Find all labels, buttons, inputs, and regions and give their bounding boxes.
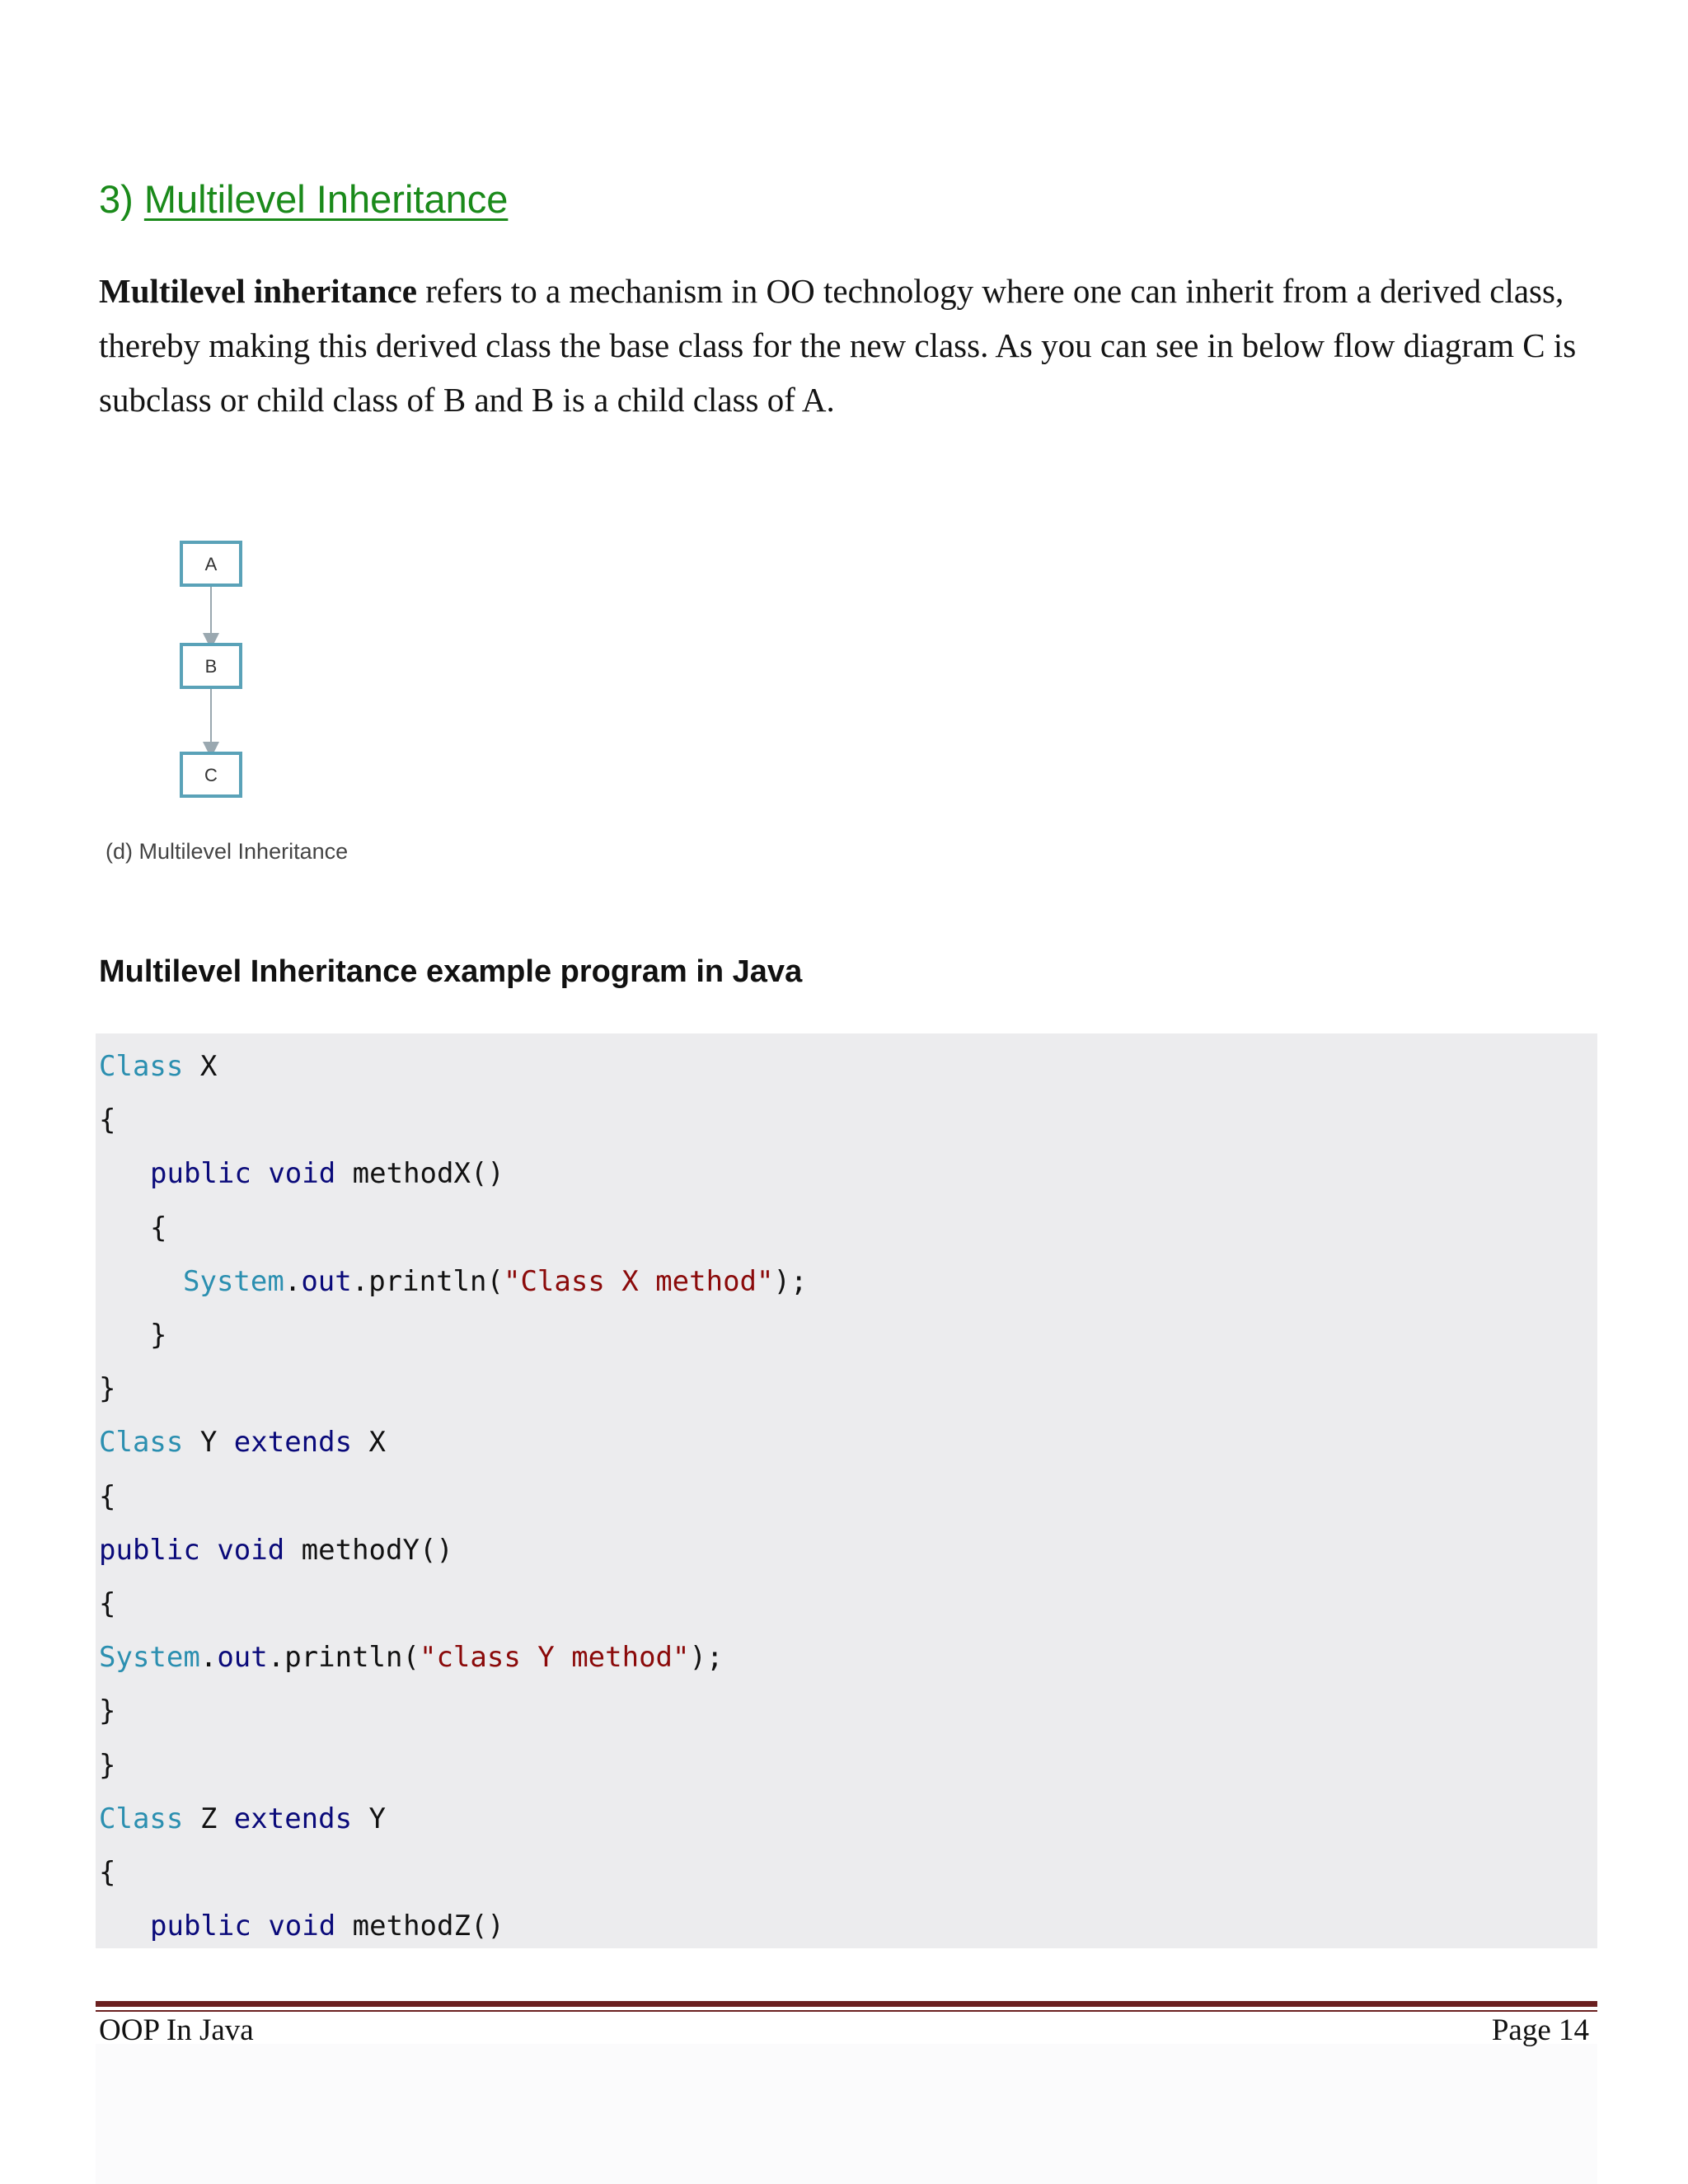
footer-rule	[96, 2001, 1597, 2007]
page-bottom-shade	[96, 2044, 1597, 2184]
diagram-box-b-label: B	[204, 656, 218, 677]
code-token: extends	[233, 1802, 353, 1835]
code-token: }	[99, 1372, 116, 1406]
code-line	[150, 1319, 166, 1352]
code-token: {	[99, 1856, 116, 1889]
intro-paragraph	[99, 264, 1591, 427]
code-token: .	[284, 1264, 302, 1298]
code-token: Z	[183, 1802, 234, 1835]
section-title: Multilevel Inheritance	[143, 177, 509, 221]
example-heading: Multilevel Inheritance example program in Java	[99, 954, 803, 989]
code-line	[99, 1426, 386, 1459]
code-token: Class	[99, 1050, 184, 1083]
code-token: {	[99, 1587, 116, 1620]
code-line	[99, 1856, 115, 1889]
code-token	[251, 1910, 268, 1943]
code-line	[99, 1694, 115, 1727]
code-line	[99, 1050, 217, 1083]
code-line	[183, 1265, 807, 1298]
code-token: void	[268, 1157, 336, 1191]
code-token: }	[150, 1319, 167, 1352]
code-line	[99, 1372, 115, 1405]
code-token: .println(	[267, 1641, 420, 1675]
footer-page-number: Page 14	[1491, 2013, 1589, 2047]
code-token: methodZ()	[335, 1910, 504, 1943]
code-token: void	[268, 1910, 336, 1943]
code-token: System	[183, 1264, 284, 1298]
code-token: );	[689, 1641, 724, 1675]
intro-lead: Multilevel inheritance	[99, 272, 417, 310]
footer-rule-thin	[96, 2010, 1597, 2012]
inheritance-diagram-svg	[91, 527, 420, 841]
code-token: "Class X method"	[503, 1264, 774, 1298]
code-token: );	[773, 1264, 808, 1298]
section-heading	[99, 176, 508, 222]
code-line	[150, 1910, 504, 1943]
code-token: Class	[99, 1426, 184, 1460]
code-line	[99, 1641, 723, 1674]
code-line	[150, 1212, 166, 1244]
code-token: "class Y method"	[419, 1641, 690, 1675]
diagram-box-a-label: A	[204, 554, 218, 574]
code-line	[150, 1157, 504, 1190]
code-line	[99, 1480, 115, 1513]
code-token: }	[99, 1694, 116, 1728]
code-line	[99, 1802, 386, 1835]
code-token: out	[217, 1641, 268, 1675]
code-token	[200, 1534, 217, 1567]
code-token: Class	[99, 1802, 184, 1835]
code-token: {	[99, 1104, 116, 1137]
code-token: Y	[352, 1802, 387, 1835]
code-token: public	[150, 1157, 251, 1191]
code-line	[99, 1104, 115, 1137]
code-token: methodY()	[284, 1533, 453, 1567]
code-token: methodX()	[335, 1157, 504, 1191]
diagram-caption: (d) Multilevel Inheritance	[106, 839, 349, 864]
code-token: public	[150, 1910, 251, 1943]
code-token: void	[217, 1533, 285, 1567]
code-token: }	[99, 1748, 116, 1782]
code-line	[99, 1534, 453, 1567]
code-token: public	[99, 1533, 200, 1567]
inheritance-diagram	[91, 527, 420, 874]
code-token: X	[183, 1050, 218, 1083]
code-token: {	[99, 1479, 116, 1513]
code-token	[251, 1157, 268, 1190]
code-token: {	[150, 1211, 167, 1244]
code-token: .println(	[351, 1264, 504, 1298]
section-number: 3)	[99, 177, 134, 221]
code-token: X	[352, 1426, 387, 1460]
code-token: System	[99, 1641, 200, 1675]
code-token: .	[199, 1641, 218, 1675]
footer-title: OOP In Java	[99, 2013, 254, 2047]
code-token: out	[301, 1264, 352, 1298]
code-line	[99, 1749, 115, 1782]
code-line	[99, 1587, 115, 1620]
code-token: Y	[183, 1426, 234, 1460]
intro-text: refers to a mechanism in OO technology where one can inherit from a derived class, thereby making this derived class the base class for the new class. As you can see in below flow diagram C is subclass or child class of B and B is a child class of A.	[99, 272, 1577, 419]
diagram-box-c-label: C	[204, 765, 218, 785]
code-token: extends	[233, 1426, 353, 1460]
